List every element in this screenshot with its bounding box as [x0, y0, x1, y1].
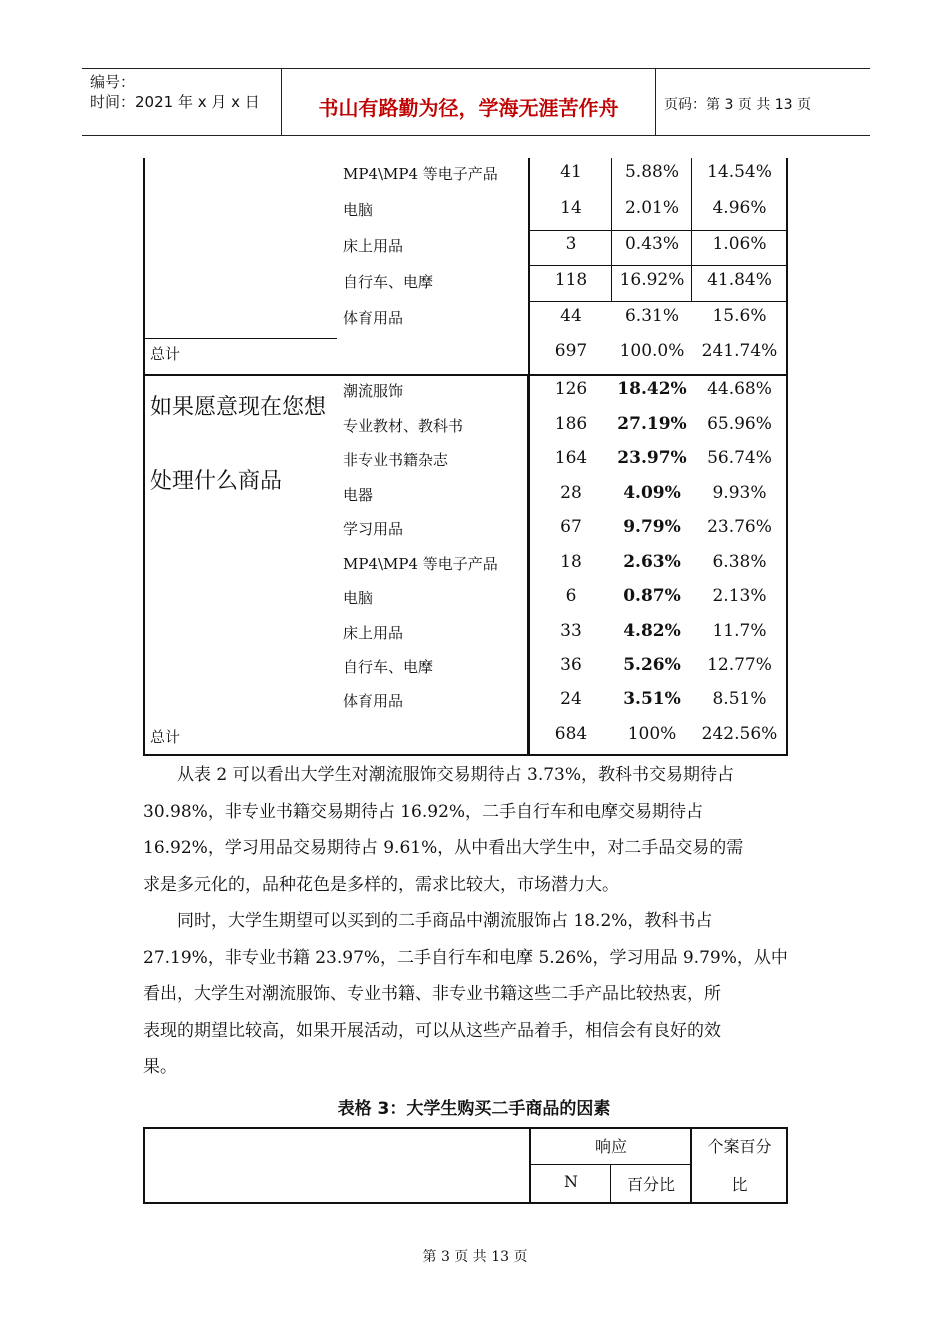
- count-cell: 684: [554, 724, 588, 744]
- count-cell: 18: [560, 552, 582, 572]
- count-cell: 697: [554, 341, 588, 361]
- header-meta: [90, 72, 260, 112]
- n-header: N: [564, 1172, 578, 1191]
- paragraph-line: 从表 2 可以看出大学生对潮流服饰交易期待占 3.73%，教科书交易期待占: [177, 765, 735, 785]
- page-footer: 第 3 页 共 13 页: [422, 1249, 528, 1265]
- case-percent-header-2: 比: [731, 1175, 748, 1194]
- count-cell: 36: [560, 655, 582, 675]
- count-cell: 33: [560, 621, 582, 641]
- table-border: [143, 374, 788, 376]
- paragraph-2: [143, 903, 805, 1086]
- paragraph-line: 30.98%，非专业书籍交易期待占 16.92%，二手自行车和电摩交易期待占: [143, 801, 704, 822]
- table-border: [143, 374, 145, 756]
- category-cell: MP4\MP4 等电子产品: [343, 165, 498, 183]
- count-cell: 6: [565, 586, 577, 606]
- header-page-info: 页码：第 3 页 共 13 页: [664, 97, 811, 113]
- percent-cell: 18.42%: [617, 379, 687, 399]
- percent-cell: 4.09%: [623, 483, 681, 503]
- percent-cell: 5.26%: [623, 655, 681, 675]
- question-line-1: 如果愿意现在您想: [150, 395, 327, 420]
- count-cell: 3: [565, 234, 577, 254]
- case-percent-cell: 65.96%: [707, 414, 772, 434]
- case-percent-cell: 242.56%: [701, 724, 778, 744]
- header-divider-right: [655, 68, 656, 136]
- header-bottom-rule: [82, 135, 870, 136]
- count-cell: 41: [560, 162, 582, 182]
- paragraph-line: 求是多元化的，品种花色是多样的，需求比较大，市场潜力大。: [143, 874, 619, 895]
- category-cell: 电脑: [343, 589, 374, 607]
- percent-cell: 9.79%: [623, 517, 681, 537]
- count-cell: 28: [560, 483, 582, 503]
- case-percent-cell: 8.51%: [712, 689, 767, 709]
- category-cell: 电器: [343, 486, 374, 504]
- percent-cell: 100%: [627, 724, 677, 744]
- category-cell: 电脑: [343, 201, 374, 219]
- count-cell: 164: [554, 448, 588, 468]
- paragraph-line: 看出，大学生对潮流服饰、专业书籍、非专业书籍这些二手产品比较热衷，所: [143, 984, 721, 1004]
- case-percent-cell: 56.74%: [707, 448, 772, 468]
- count-cell: 118: [554, 270, 588, 290]
- case-percent-cell: 41.84%: [707, 270, 772, 290]
- table-border: [530, 230, 786, 231]
- percent-header: 百分比: [626, 1175, 675, 1194]
- case-percent-cell: 11.7%: [712, 621, 767, 641]
- paragraph-1: [143, 757, 805, 903]
- category-cell: 专业教材、教科书: [343, 417, 464, 435]
- count-cell: 67: [560, 517, 582, 537]
- percent-cell: 5.88%: [624, 162, 679, 182]
- percent-cell: 16.92%: [619, 270, 685, 290]
- count-cell: 186: [554, 414, 588, 434]
- case-percent-cell: 9.93%: [712, 483, 767, 503]
- case-percent-cell: 12.77%: [707, 655, 772, 675]
- count-cell: 14: [560, 198, 582, 218]
- category-cell: 学习用品: [343, 520, 404, 538]
- category-cell: 自行车、电摩: [343, 658, 434, 676]
- table-border: [530, 301, 786, 302]
- case-percent-cell: 2.13%: [712, 586, 767, 606]
- category-cell: MP4\MP4 等电子产品: [343, 555, 498, 573]
- category-cell: 体育用品: [343, 692, 404, 710]
- paragraph-line: 16.92%，学习用品交易期待占 9.61%，从中看出大学生中，对二手品交易的需: [143, 838, 744, 858]
- document-number-label: 编号：: [90, 73, 136, 91]
- paragraph-line: 同时，大学生期望可以买到的二手商品中潮流服饰占 18.2%，教科书占: [177, 911, 713, 931]
- case-percent-header-1: 个案百分: [707, 1137, 772, 1156]
- percent-cell: 0.43%: [624, 234, 679, 254]
- total-label: 总计: [150, 345, 181, 363]
- case-percent-cell: 1.06%: [712, 234, 767, 254]
- percent-cell: 27.19%: [617, 414, 687, 434]
- case-percent-cell: 4.96%: [712, 198, 767, 218]
- percent-cell: 4.82%: [623, 621, 681, 641]
- paragraph-line: 27.19%，非专业书籍 23.97%，二手自行车和电摩 5.26%，学习用品 9.79%，从中: [143, 947, 788, 968]
- paragraph-line: 果。: [143, 1057, 177, 1077]
- percent-cell: 23.97%: [617, 448, 687, 468]
- question-line-2: 处理什么商品: [150, 469, 283, 494]
- response-header: 响应: [594, 1137, 627, 1156]
- category-cell: 潮流服饰: [343, 382, 404, 400]
- count-cell: 24: [560, 689, 582, 709]
- percent-cell: 0.87%: [623, 586, 681, 606]
- table-border: [530, 265, 786, 266]
- case-percent-cell: 241.74%: [701, 341, 778, 361]
- percent-cell: 3.51%: [623, 689, 681, 709]
- category-cell: 自行车、电摩: [343, 273, 434, 291]
- count-cell: 44: [560, 306, 582, 326]
- case-percent-cell: 14.54%: [707, 162, 772, 182]
- paragraph-line: 表现的期望比较高，如果开展活动，可以从这些产品着手，相信会有良好的效: [143, 1020, 721, 1041]
- header-motto: 书山有路勤为径，学海无涯苦作舟: [318, 96, 619, 120]
- category-cell: 床上用品: [343, 237, 404, 255]
- table-border: [143, 1127, 145, 1204]
- percent-cell: 100.0%: [619, 341, 685, 361]
- case-percent-cell: 23.76%: [707, 517, 772, 537]
- case-percent-cell: 44.68%: [707, 379, 772, 399]
- percent-cell: 2.01%: [624, 198, 679, 218]
- table-border: [143, 338, 337, 339]
- count-cell: 126: [554, 379, 588, 399]
- category-cell: 非专业书籍杂志: [343, 451, 449, 469]
- percent-cell: 2.63%: [623, 552, 681, 572]
- document-time-label: 时间：2021 年 x 月 x 日: [90, 93, 260, 111]
- header-top-rule: [82, 68, 870, 69]
- case-percent-cell: 15.6%: [712, 306, 767, 326]
- table-border: [143, 158, 145, 376]
- category-cell: 体育用品: [343, 309, 404, 327]
- category-cell: 床上用品: [343, 624, 404, 642]
- case-percent-cell: 6.38%: [712, 552, 767, 572]
- total-label: 总计: [150, 728, 181, 746]
- percent-cell: 6.31%: [624, 306, 679, 326]
- table3-caption: 表格 3：大学生购买二手商品的因素: [337, 1099, 611, 1119]
- table-border: [143, 754, 788, 756]
